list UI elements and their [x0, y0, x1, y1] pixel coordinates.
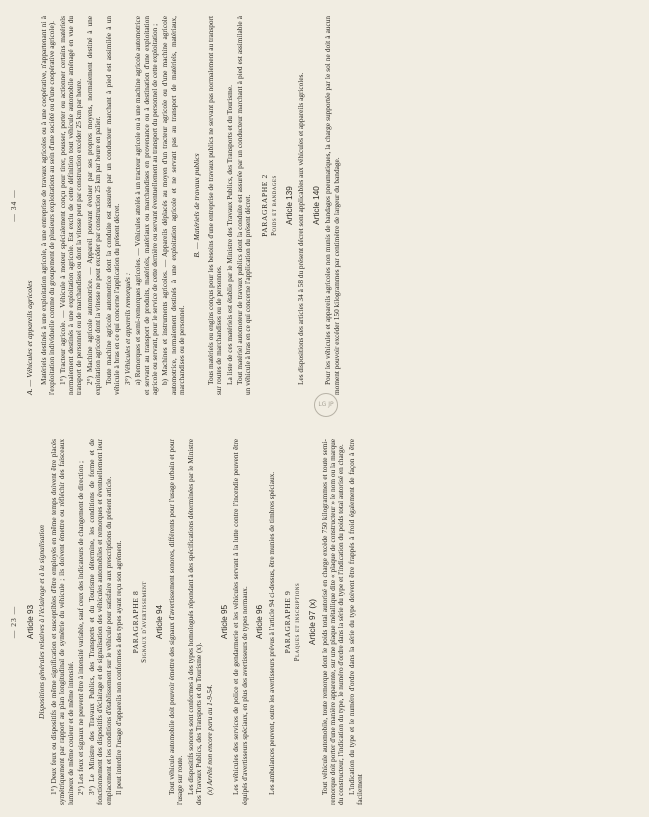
- article-93-title: Article 93: [25, 604, 35, 640]
- section-a-p1: 1°) Tracteur agricole. — Véhicule à moteur spécialement conçu pour tirer, pousser, porter ou actionner certains matériels normalement destinés à une exploitation agricole. Est exclu de cette définition tout véhicule automobile aménagé en vue du transport de personnel ou de marchandises ou dont la vitesse peut par construction excéder 25 km par heure.: [57, 16, 84, 395]
- article-97-p2: L'indication du type et le numéro d'ordre dans la série du type doivent être frappés à froid également de façon à être facilement: [346, 439, 365, 805]
- article-97-title: Article 97 (x): [308, 599, 318, 645]
- section-a-title: A. — Véhicules et appareils agricoles: [24, 280, 34, 395]
- page-number: — 23 —: [9, 605, 18, 639]
- page-number: — 34 —: [9, 189, 18, 222]
- paragraph-8-subtitle: Signaux d'avertissement: [141, 581, 149, 663]
- article-96-text: Les ambulances peuvent, outre les avertisseurs prévus à l'article 94 ci-dessus, être munies de timbres spéciaux.: [266, 471, 276, 795]
- section-a-p2: 2°) Machine agricole automotrice. — Appareil pouvant évoluer par ses propres moyens, normalement destiné à une exploitation agricole dont la vitesse ne peut excéder par construction 25 km par heure en palier.: [84, 16, 103, 395]
- article-93-p1: 1°) Deux feux ou dispositifs de même signification et susceptibles d'être employés en même temps doivent être placés symétriquement par rapport au plan longitudinal de symétrie du véhicule ; ils doivent émettre ou réfléchir des faisceaux lumineux de même couleur et de même intensité.: [48, 439, 75, 805]
- article-94-p1: Tout véhicule automobile doit pouvoir émettre des signaux d'avertissement sonores, différents pour l'usage urbain et pour l'usage sur route.: [166, 439, 185, 805]
- section-a-p4a: a) Remorques et semi-remorques agricoles. — Véhicules attelés à un tracteur agricole ou à une machine agricole automotrice et servant au transport de produits, matériels, matériaux ou marchandises en provenance ou à destination d'une exploitation agricole ou servant, pour le service de cette dernière ou servant éventuellement au transport du personnel de cette exploitation ;: [133, 16, 160, 395]
- library-stamp: LG JP: [314, 393, 338, 417]
- page-23: [0, 417, 649, 817]
- article-139-title: Article 139: [284, 186, 294, 225]
- section-a-p3: Toute machine agricole automotrice dont la conduite est assurée par un conducteur marchant à pied est assimilée à un véhicule à bras en ce qui concerne l'application du présent décret.: [103, 16, 122, 395]
- article-140-text: Pour les véhicules et appareils agricoles non munis de bandages pneumatiques, la charge supportée par le sol ne doit à aucun moment pouvoir excéder 150 kilogrammes par centimètre de largeur du bandage.: [323, 16, 341, 395]
- article-94-title: Article 94: [155, 604, 165, 640]
- article-94-note: (x) Arrêté non encore paru au 1-9-54.: [204, 684, 214, 795]
- article-93-p4: Il peut interdire l'usage d'appareils non conformes à des types ayant reçu son agrément.: [114, 540, 124, 795]
- article-95-text: Les véhicules des services de police et de gendarmerie et les véhicules servant à la lutte contre l'incendie peuvent être équipés d'avertisseurs spéciaux, en plus des avertisseurs de types normaux.: [231, 439, 249, 805]
- article-139-text: Les dispositions des articles 34 à 58 du présent décret sont applicables aux véhicules et appareils agricoles.: [296, 72, 306, 385]
- article-97-p1: Tout véhicule automobile, toute remorque dont le poids total autorisé en charge excède 750 kilogrammes et toute semi-remorque doit porter d'une manière apparente, sur une plaque métallique dite « plaque de constructeur » le nom ou la marque du constructeur, l'indication du type, le numéro d'ordre dans la série du type et l'indication du poids total autorisé en charge.: [319, 439, 346, 805]
- section-b-p3: Tout matériel automoteur de travaux publics dont la conduite est assurée par un conducteur marchant à pied est assimilable à un véhicule à bras en ce qui concerne l'application du présent décret.: [235, 16, 253, 395]
- paragraph-9-subtitle: Plaques et inscriptions: [294, 582, 302, 662]
- section-a-p4b: b) Machines et instruments agricoles. — Appareils déplacés au moyen d'un tracteur agricole ou d'une machine agricole automotrice, normalement destinés à une exploitation agricole et ne servant pas au transport de matériels, matériaux, marchandises ou de personnel.: [160, 16, 187, 395]
- article-94-p2: Les dispositifs sonores sont conformes à des types homologués répondant à des spécifications déterminées par le Ministre des Travaux Publics, des Transports et du Tourisme (x).: [185, 439, 204, 805]
- section-b-title: B. — Matériels de travaux publics: [191, 153, 201, 258]
- paragraph-2-title: PARAGRAPHE 2: [259, 174, 269, 237]
- article-93-p3: 3°) Le Ministre des Travaux Publics, des Transports et du Tourisme détermine, les conditions de forme et de fonctionnement des dispositifs d'éclairage et de signalisation des véhicules automobiles et remorques et éventuellement leur emplacement et les conditions d'établissement sur le véhicule pour satisfaire aux prescriptions du présent article.: [86, 439, 113, 805]
- section-b-p1: Tous matériels ou engins conçus pour les besoins d'une entreprise de travaux publics ne servant pas normalement au transport sur routes de marchandises ou de personnes.: [205, 16, 224, 395]
- paragraph-2-subtitle: Poids et bandages: [270, 175, 278, 236]
- article-96-title: Article 96: [255, 604, 265, 640]
- article-93-p2: 2°) Les feux et signaux ne peuvent être à intensité variable, sauf ceux des indicateurs de changement de direction ;: [76, 461, 86, 795]
- section-a-intro: Matériels destinés à une exploitation agricole, à une entreprise de travaux agricoles ou à une coopérative, n'appartenant ni à l'exploitation individuelle comme du groupement de plusieurs exploitations au sein d'une société ou d'une coopérative agricole).: [38, 16, 57, 395]
- article-140-title: Article 140: [311, 186, 321, 225]
- section-b-p2: La liste de ces matériels est établie par le Ministre des Travaux Publics, des Transports et du Tourisme.: [224, 85, 234, 385]
- paragraph-8-title: PARAGRAPHE 8: [130, 590, 140, 654]
- article-93-heading: Dispositions générales relatives à l'éclairage et à la signalisation: [37, 525, 47, 719]
- paragraph-9-title: PARAGRAPHE 9: [283, 590, 293, 654]
- section-a-p4-head: 3°) Véhicules et appareils remorqués :: [122, 272, 132, 385]
- article-95-title: Article 95: [219, 604, 229, 640]
